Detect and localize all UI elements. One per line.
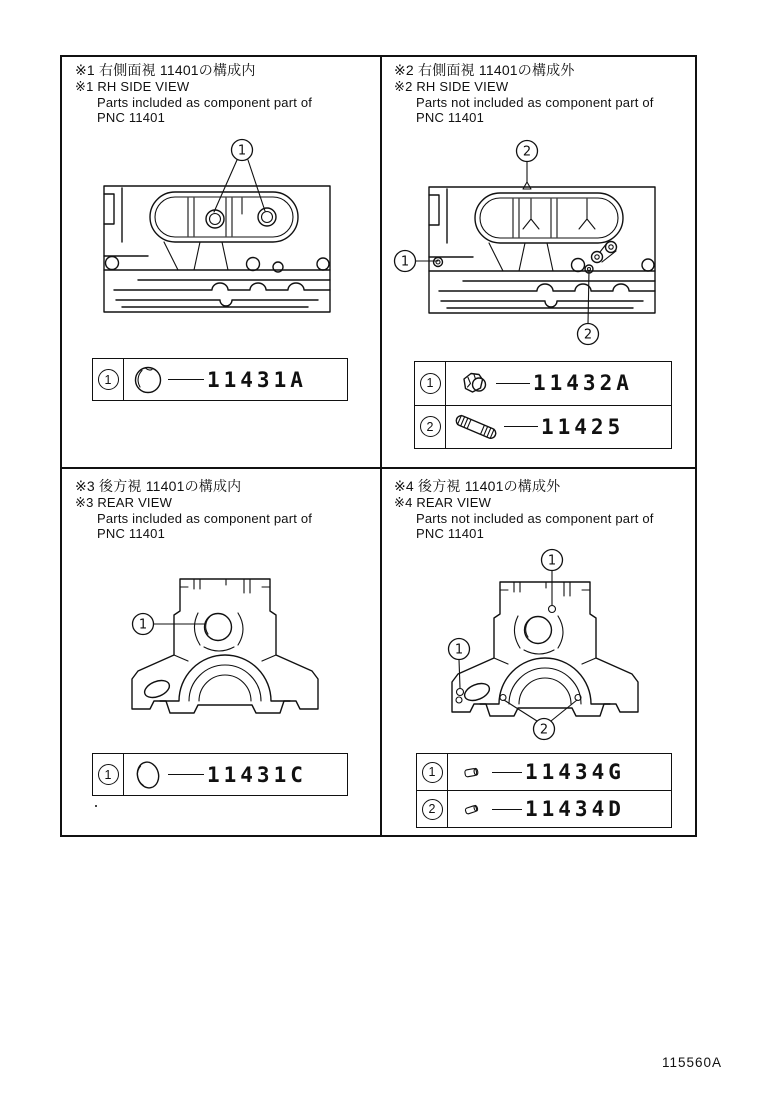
cup-plug-icon bbox=[128, 365, 168, 395]
ref-badge: 1 bbox=[422, 762, 443, 783]
panel-title-en: ※3 REAR VIEW bbox=[75, 495, 173, 510]
part-leader-line bbox=[168, 774, 204, 775]
callout-2-bottom bbox=[578, 324, 599, 345]
panel-header bbox=[394, 62, 654, 126]
stud-bolt-icon bbox=[448, 409, 504, 445]
part-number: 11434D bbox=[525, 797, 625, 821]
svg-text:2: 2 bbox=[583, 327, 593, 343]
cylinder-block-side bbox=[429, 187, 655, 313]
scan-artifact-dot bbox=[95, 805, 97, 807]
part-leader-line bbox=[492, 809, 522, 810]
panel-note: PNC 11401 bbox=[416, 110, 485, 125]
part-row bbox=[93, 754, 347, 795]
panel-header bbox=[75, 478, 312, 542]
ref-cell bbox=[415, 406, 446, 449]
plug-hole-marker bbox=[457, 689, 464, 696]
ref-badge: 1 bbox=[420, 373, 441, 394]
plug-hole-marker bbox=[549, 606, 556, 613]
ref-cell bbox=[417, 791, 448, 827]
svg-text:1: 1 bbox=[547, 553, 557, 569]
callout-1-left bbox=[395, 251, 416, 272]
part-leader-line bbox=[496, 383, 530, 384]
plug-hole-marker bbox=[456, 697, 462, 703]
diagram-frame bbox=[60, 55, 697, 837]
svg-text:1: 1 bbox=[400, 254, 410, 270]
panel-title-jp: ※1 右側面視 11401の構成内 bbox=[75, 62, 256, 78]
part-row bbox=[417, 754, 671, 790]
leader-lines bbox=[504, 700, 577, 721]
rear-view-drawing bbox=[442, 548, 652, 748]
callout-2-bottom bbox=[534, 719, 555, 740]
panel-title-jp: ※3 後方視 11401の構成内 bbox=[75, 478, 242, 494]
callout-1 bbox=[232, 140, 253, 161]
leader-tip bbox=[523, 182, 531, 189]
panel-title-jp: ※2 右側面視 11401の構成外 bbox=[394, 62, 575, 78]
ref-cell bbox=[93, 754, 124, 795]
panel-note: PNC 11401 bbox=[97, 526, 166, 541]
callout-1 bbox=[133, 614, 154, 635]
parts-table bbox=[414, 361, 672, 449]
rh-side-view-drawing bbox=[392, 138, 682, 350]
part-leader-line bbox=[492, 772, 522, 773]
ref-badge: 2 bbox=[422, 799, 443, 820]
panel-title-en: ※1 RH SIDE VIEW bbox=[75, 79, 190, 94]
rear-view-drawing bbox=[125, 567, 325, 719]
panel-note: Parts included as component part of bbox=[97, 94, 313, 110]
part-number: 11425 bbox=[541, 414, 625, 439]
plug-hole-marker bbox=[500, 695, 506, 701]
part-leader-line bbox=[504, 426, 538, 427]
parts-table bbox=[92, 753, 348, 796]
panel-title-en: ※4 REAR VIEW bbox=[394, 495, 492, 510]
panel-rear-included bbox=[62, 469, 380, 835]
panel-header bbox=[394, 478, 654, 542]
figure-code: 115560A bbox=[662, 1055, 723, 1070]
ref-badge: 2 bbox=[420, 416, 441, 437]
svg-text:1: 1 bbox=[138, 617, 148, 633]
part-row bbox=[415, 362, 671, 405]
ref-cell bbox=[417, 754, 448, 790]
straight-pin-icon bbox=[452, 802, 492, 817]
part-number: 11434G bbox=[525, 760, 625, 784]
panel-note: PNC 11401 bbox=[97, 110, 166, 125]
parts-table bbox=[92, 358, 348, 401]
panel-title-en: ※2 RH SIDE VIEW bbox=[394, 79, 509, 94]
ref-badge: 1 bbox=[98, 369, 119, 390]
callout-1-left bbox=[449, 639, 470, 660]
rh-side-view-drawing bbox=[98, 138, 335, 318]
panel-note: Parts included as component part of bbox=[97, 510, 313, 526]
panel-title-jp: ※4 後方視 11401の構成外 bbox=[394, 478, 561, 494]
ref-cell bbox=[93, 359, 124, 400]
svg-text:1: 1 bbox=[454, 642, 464, 658]
part-number: 11431C bbox=[207, 762, 307, 787]
hex-nut-icon bbox=[450, 371, 496, 396]
part-row bbox=[93, 359, 347, 400]
panel-rh-side-not-included bbox=[382, 57, 695, 467]
panel-rh-side-included bbox=[62, 57, 380, 467]
cylinder-block-rear bbox=[452, 582, 638, 716]
cup-plug-icon bbox=[128, 759, 168, 791]
parts-table bbox=[416, 753, 672, 828]
part-row bbox=[417, 790, 671, 827]
svg-text:2: 2 bbox=[522, 144, 532, 160]
callout-2-top bbox=[517, 141, 538, 162]
part-number: 11431A bbox=[207, 367, 307, 392]
straight-pin-icon bbox=[452, 765, 492, 780]
panel-note: Parts not included as component part of bbox=[416, 510, 654, 526]
svg-text:2: 2 bbox=[539, 722, 549, 738]
part-number: 11432A bbox=[533, 371, 633, 396]
panel-note: PNC 11401 bbox=[416, 526, 485, 541]
panel-header bbox=[75, 62, 312, 126]
cylinder-block-rear bbox=[132, 579, 318, 713]
panel-rear-not-included bbox=[382, 469, 695, 835]
part-leader-line bbox=[168, 379, 204, 380]
callout-1-top bbox=[542, 550, 563, 571]
svg-text:1: 1 bbox=[237, 143, 247, 159]
leader-line bbox=[588, 271, 589, 324]
ref-cell bbox=[415, 362, 446, 405]
part-row bbox=[415, 405, 671, 449]
ref-badge: 1 bbox=[98, 764, 119, 785]
panel-note: Parts not included as component part of bbox=[416, 94, 654, 110]
